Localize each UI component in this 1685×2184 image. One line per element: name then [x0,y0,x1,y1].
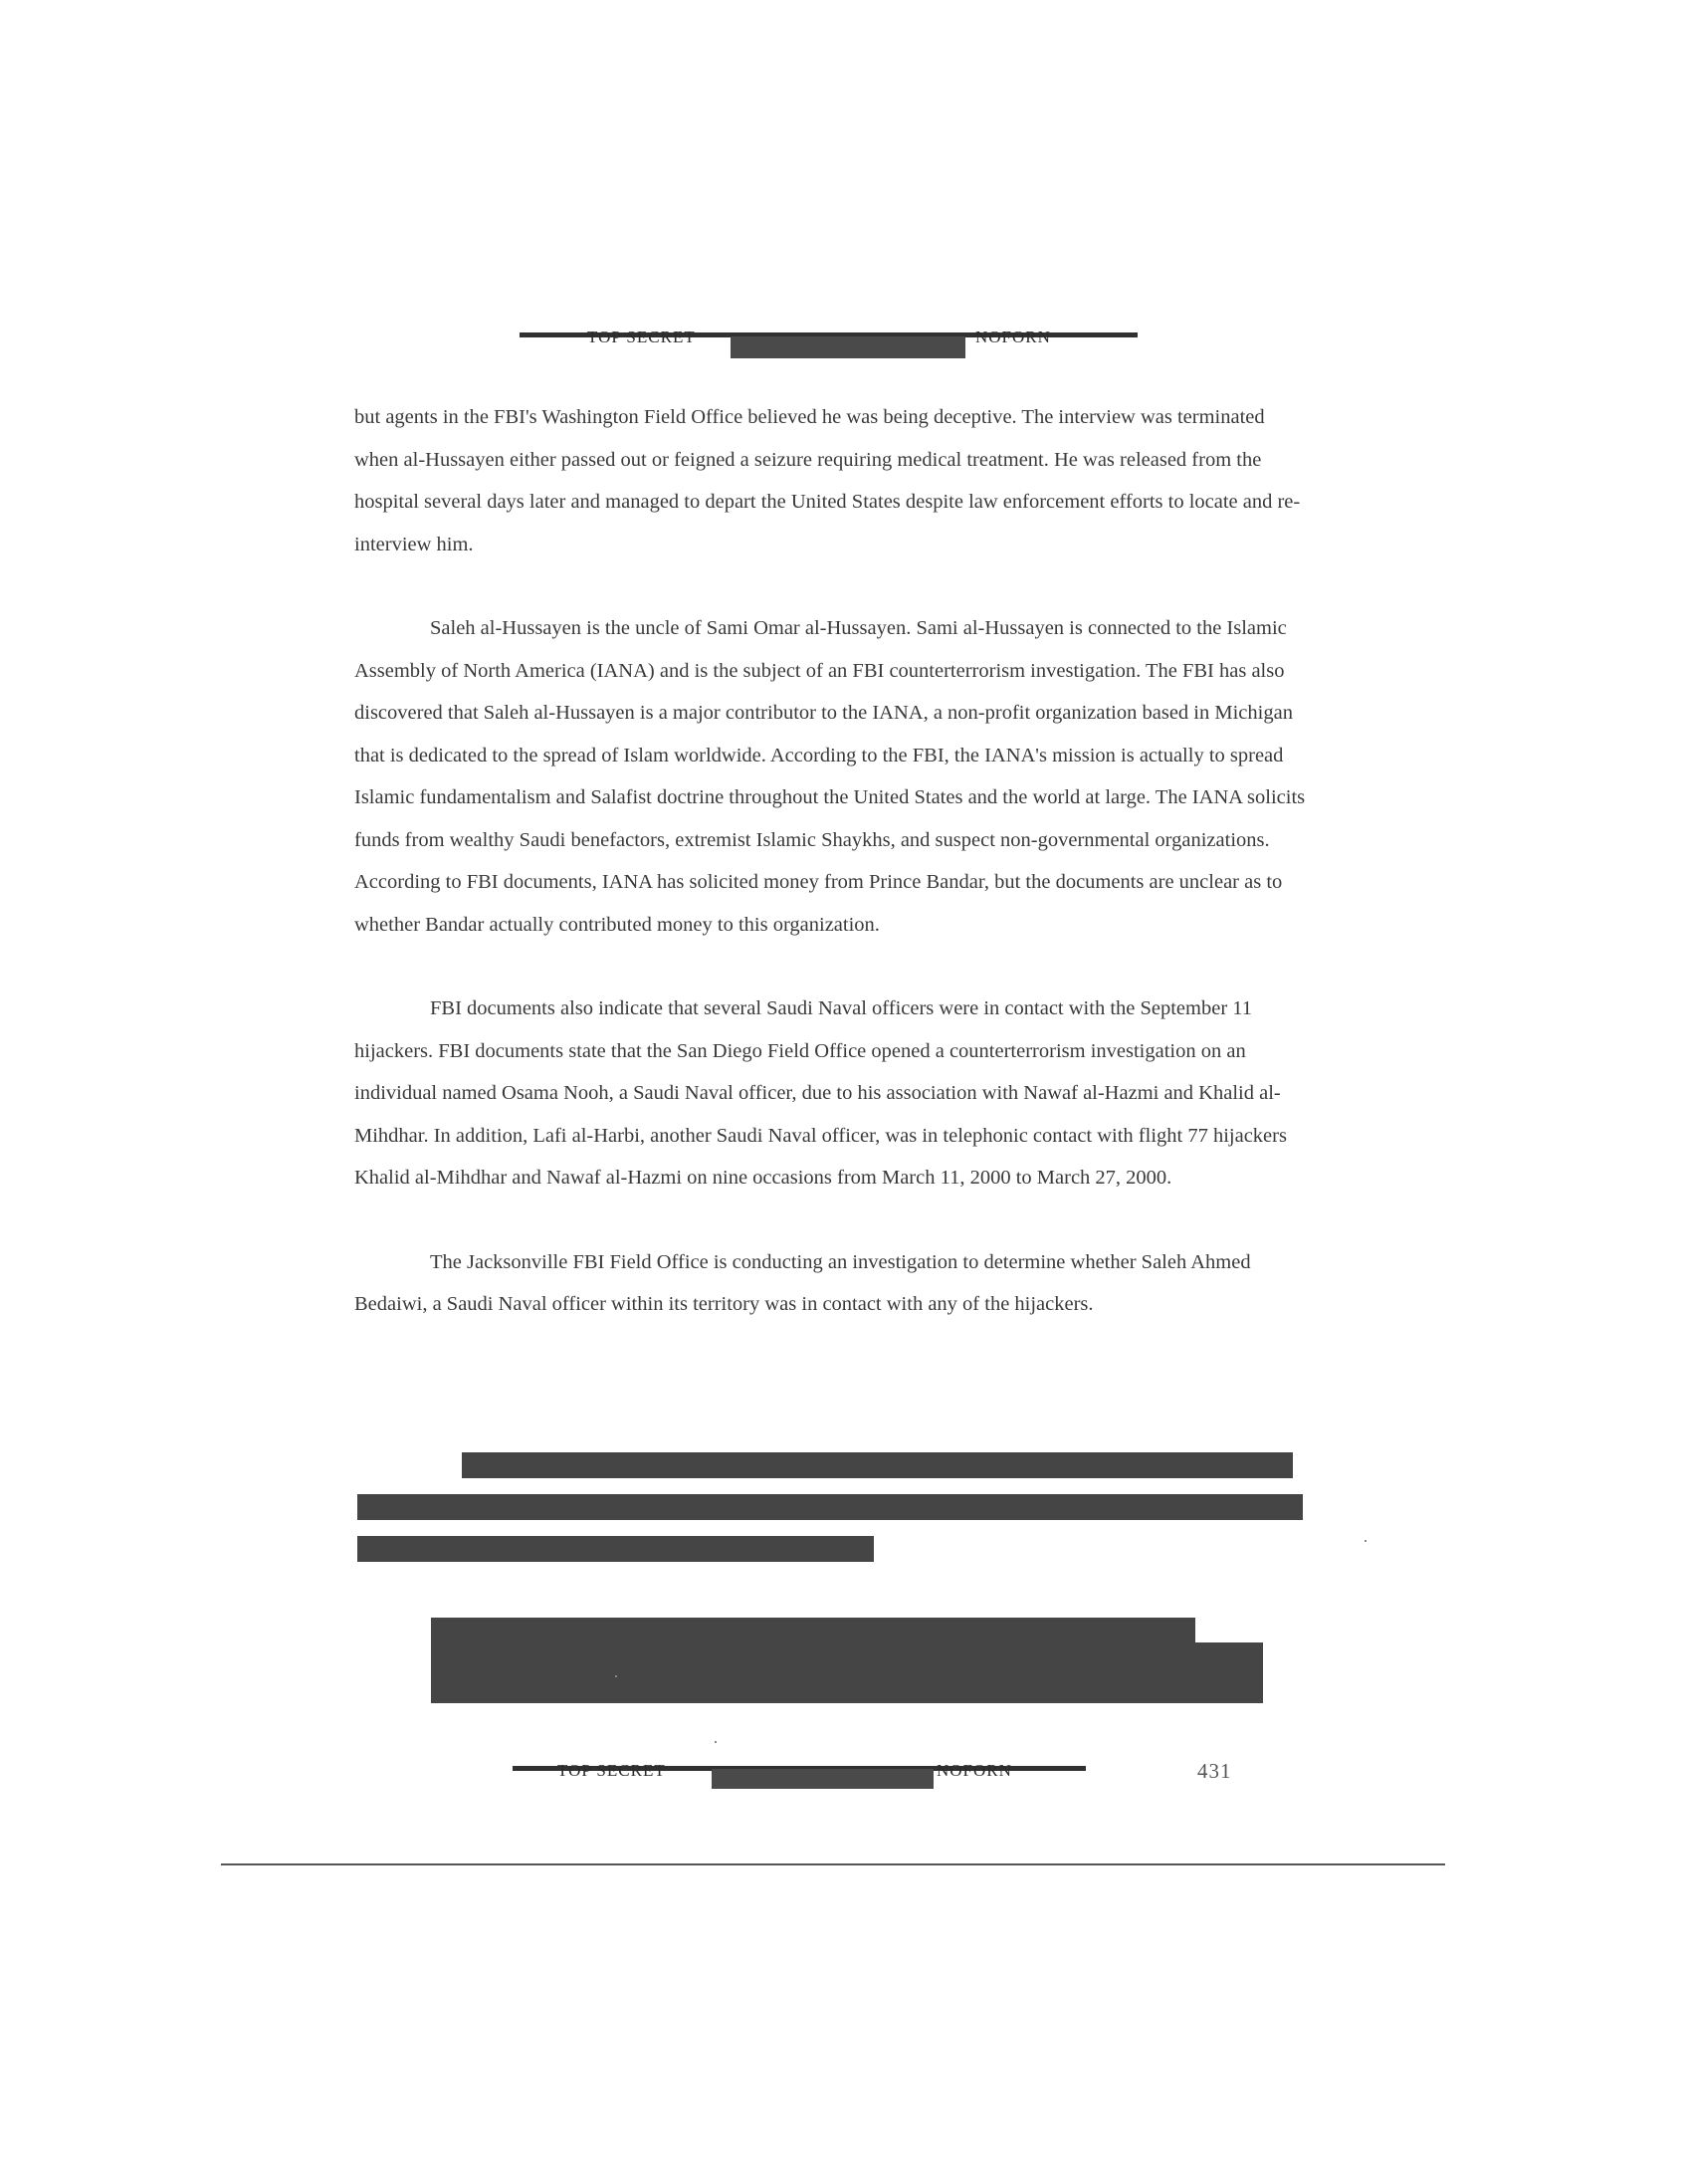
redaction-bar [712,1769,934,1789]
scan-edge-line [221,1863,1445,1865]
paragraph [354,1241,1280,1326]
banner-left-text: TOP SECRET [587,328,696,346]
redaction-block [357,1536,874,1562]
paragraph-text: but agents in the FBI's Washington Field Office believed he was being deceptive. The interview was terminated when al-Hussayen either passed out or feigned a seizure requiring medical treatment. He was released from the hospital several days later and managed to depart the United States despite law enforcement efforts to locate and re-interview him. [354,406,1301,555]
paragraph-text: The Jacksonville FBI Field Office is conducting an investigation to determine whether Saleh Ahmed Bedaiwi, a Saudi Naval officer within its territory was in contact with any of the hijackers. [354,1250,1251,1315]
paragraph-text: FBI documents also indicate that several Saudi Naval officers were in contact with the September 11 hijackers. FBI documents state that the San Diego Field Office opened a counterterrorism investigation on an individual named Osama Nooh, a Saudi Naval officer, due to his association with Nawaf al-Hazmi and Khalid al-Mihdhar. In addition, Lafi al-Harbi, another Saudi Naval officer, was in telephonic contact with flight 77 hijackers Khalid al-Mihdhar and Nawaf al-Hazmi on nine occasions from March 11, 2000 to March 27, 2000. [354,997,1287,1189]
paragraph [354,987,1310,1200]
redaction-block [357,1494,1303,1520]
banner-right-text: NOFORN [975,328,1051,346]
scan-speck [1365,1540,1367,1542]
paragraph [354,607,1310,946]
banner-left-text: TOP SECRET [557,1761,666,1780]
page-number: 431 [1197,1759,1232,1783]
redaction-block [431,1642,1263,1703]
scan-speck [615,1675,617,1677]
banner-right-text: NOFORN [937,1761,1012,1780]
paragraph [354,396,1310,565]
scan-speck [715,1741,717,1743]
redaction-block [462,1452,1293,1478]
classification-banner-bottom [513,1761,1086,1792]
redaction-bar [731,336,965,358]
document-body [354,396,1310,1326]
paragraph-text: Saleh al-Hussayen is the uncle of Sami Omar al-Hussayen. Sami al-Hussayen is connected to the Islamic Assembly of North America (IANA) and is the subject of an FBI counterterrorism investigation. The FBI has also discovered that Saleh al-Hussayen is a major contributor to the IANA, a non-profit organization based in Michigan that is dedicated to the spread of Islam worldwide. According to the FBI, the IANA's mission is actually to spread Islamic fundamentalism and Salafist doctrine throughout the United States and the world at large. The IANA solicits funds from wealthy Saudi benefactors, extremist Islamic Shaykhs, and suspect non-governmental organizations. According to FBI documents, IANA has solicited money from Prince Bandar, but the documents are unclear as to whether Bandar actually contributed money to this organization. [354,617,1306,936]
classification-banner-top [520,328,1138,358]
